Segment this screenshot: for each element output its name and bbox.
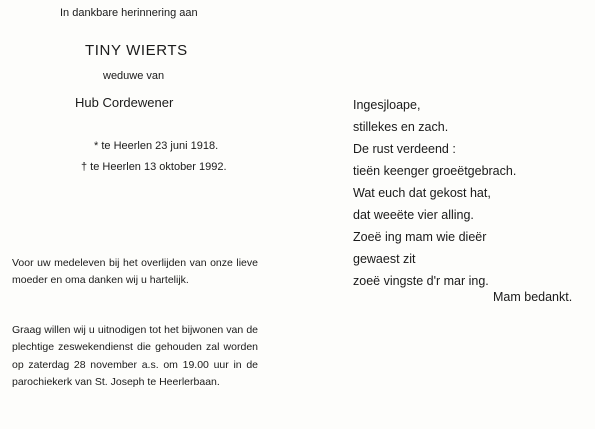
poem-line: Zoeë ing mam wie dieër	[353, 230, 487, 244]
birth-line: * te Heerlen 23 juni 1918.	[94, 140, 219, 152]
right-panel	[300, 0, 595, 429]
poem-line: zoeë vingste d'r mar ing.	[353, 274, 489, 288]
poem-line: stillekes en zach.	[353, 120, 449, 134]
poem-line: De rust verdeend :	[353, 142, 456, 156]
poem-line: gewaest zit	[353, 252, 416, 266]
signoff: Mam bedankt.	[493, 290, 573, 304]
poem-line: Wat euch dat gekost hat,	[353, 186, 491, 200]
poem-line: Ingesjloape,	[353, 98, 421, 112]
poem-line: dat weeëte vier alling.	[353, 208, 474, 222]
intro-text: In dankbare herinnering aan	[60, 7, 198, 19]
poem	[353, 94, 516, 292]
widow-of-text: weduwe van	[103, 70, 165, 82]
poem-line: tieën keenger groeëtgebrach.	[353, 164, 517, 178]
invitation-paragraph: Graag willen wij u uitnodigen tot het bijwonen van de plechtige zeswekendienst die gehouden zal worden op zaterdag 28 november a.s. om 19.00 uur in de parochiekerk van St. Joseph te Heerlerbaan.	[12, 324, 258, 388]
thanks-paragraph: Voor uw medeleven bij het overlijden van onze lieve moeder en oma danken wij u hartelijk.	[12, 257, 258, 287]
death-line: † te Heerlen 13 oktober 1992.	[81, 161, 227, 173]
deceased-name: TINY WIERTS	[85, 42, 188, 59]
spouse-name: Hub Cordewener	[75, 95, 174, 110]
